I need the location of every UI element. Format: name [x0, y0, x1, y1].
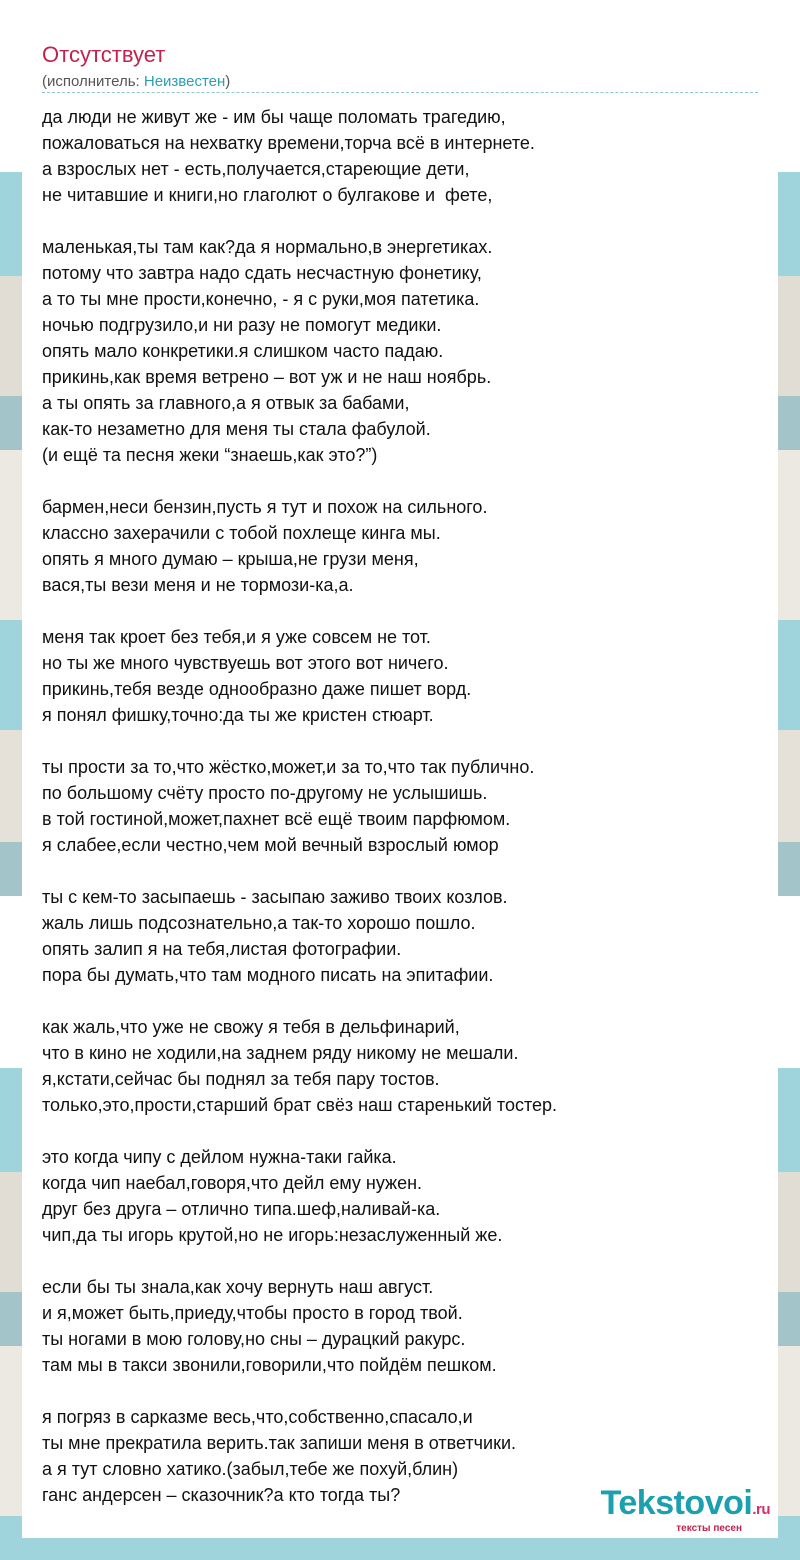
stanza-gap [42, 1248, 758, 1274]
lyric-line: а то ты мне прости,конечно, - я с руки,моя патетика. [42, 289, 480, 309]
artist-suffix: ) [225, 73, 231, 90]
artist-prefix: (исполнитель: [42, 73, 144, 90]
artist-link[interactable]: Неизвестен [143, 73, 226, 90]
lyric-line: если бы ты знала,как хочу вернуть наш август. [42, 1277, 434, 1297]
lyric-line: да люди не живут же - им бы чаще поломать трагедию, [42, 107, 506, 127]
lyric-line: классно захерачили с тобой похлеще кинга мы. [42, 523, 441, 543]
lyric-line: и я,может быть,приеду,чтобы просто в город твой. [42, 1303, 463, 1323]
lyric-line: меня так кроет без тебя,и я уже совсем не тот. [42, 627, 431, 647]
lyric-line: ты прости за то,что жёстко,может,и за то,что так публично. [42, 757, 535, 777]
lyric-line: потому что завтра надо сдать несчастную фонетику, [42, 263, 482, 283]
site-logo[interactable] [601, 1486, 770, 1534]
lyric-line: прикинь,тебя везде однообразно даже пишет ворд. [42, 679, 472, 699]
lyric-line: опять я много думаю – крыша,не грузи меня, [42, 549, 419, 569]
lyric-line: я погряз в сарказме весь,что,собственно,спасало,и [42, 1407, 473, 1427]
stanza-gap [42, 1118, 758, 1144]
lyric-line: ганс андерсен – сказочник?а кто тогда ты? [42, 1485, 401, 1505]
stanza-gap [42, 468, 758, 494]
lyrics-body [42, 104, 758, 1508]
lyric-line: там мы в такси звонили,говорили,что пойдём пешком. [42, 1355, 497, 1375]
lyric-line: что в кино не ходили,на заднем ряду никому не мешали. [42, 1043, 519, 1063]
stanza-gap [42, 728, 758, 754]
lyric-line: только,это,прости,старший брат свёз наш старенький тостер. [42, 1095, 558, 1115]
lyric-line: я понял фишку,точно:да ты же кристен стюарт. [42, 705, 434, 725]
lyrics-card [22, 22, 778, 1538]
lyric-line: ночью подгрузило,и ни разу не помогут медики. [42, 315, 442, 335]
lyric-line: это когда чипу с дейлом нужна-таки гайка. [42, 1147, 397, 1167]
song-title: Отсутствует [42, 42, 166, 67]
lyric-line: как жаль,что уже не свожу я тебя в дельфинарий, [42, 1017, 460, 1037]
logo-tagline: тексты песен [676, 1523, 742, 1534]
lyric-line: как-то незаметно для меня ты стала фабулой. [42, 419, 431, 439]
lyric-line: опять мало конкретики.я слишком часто падаю. [42, 341, 444, 361]
stanza-gap [42, 1378, 758, 1404]
header-divider [42, 92, 758, 93]
lyric-line: не читавшие и книги,но глаголют о булгакове и фете, [42, 185, 493, 205]
song-meta [42, 73, 230, 90]
lyric-line: по большому счёту просто по-другому не услышишь. [42, 783, 488, 803]
lyric-line: чип,да ты игорь крутой,но не игорь:незаслуженный же. [42, 1225, 503, 1245]
lyric-line: а ты опять за главного,а я отвык за бабами, [42, 393, 410, 413]
logo-name: Tekstovoi [600, 1484, 753, 1522]
stanza-gap [42, 598, 758, 624]
stanza-gap [42, 988, 758, 1014]
lyric-line: я слабее,если честно,чем мой вечный взрослый юмор [42, 835, 499, 855]
logo-tld: .ru [752, 1501, 770, 1518]
lyric-line: бармен,неси бензин,пусть я тут и похож на сильного. [42, 497, 488, 517]
lyric-line: но ты же много чувствуешь вот этого вот ничего. [42, 653, 449, 673]
stanza-gap [42, 208, 758, 234]
lyric-line: в той гостиной,может,пахнет всё ещё твоим парфюмом. [42, 809, 511, 829]
lyric-line: ты с кем-то засыпаешь - засыпаю заживо твоих козлов. [42, 887, 508, 907]
lyric-line: прикинь,как время ветрено – вот уж и не наш ноябрь. [42, 367, 492, 387]
lyric-line: друг без друга – отлично типа.шеф,наливай-ка. [42, 1199, 441, 1219]
lyric-line: я,кстати,сейчас бы поднял за тебя пару тостов. [42, 1069, 440, 1089]
lyric-line: маленькая,ты там как?да я нормально,в энергетиках. [42, 237, 493, 257]
lyric-line: ты ногами в мою голову,но сны – дурацкий ракурс. [42, 1329, 466, 1349]
lyric-line: вася,ты вези меня и не тормози-ка,а. [42, 575, 354, 595]
lyric-line: а я тут словно хатико.(забыл,тебе же похуй,блин) [42, 1459, 459, 1479]
lyric-line: пожаловаться на нехватку времени,торча всё в интернете. [42, 133, 535, 153]
lyric-line: опять залип я на тебя,листая фотографии. [42, 939, 402, 959]
lyric-line: (и ещё та песня жеки “знаешь,как это?”) [42, 445, 378, 465]
lyric-line: жаль лишь подсознательно,а так-то хорошо пошло. [42, 913, 476, 933]
lyric-line: когда чип наебал,говоря,что дейл ему нужен. [42, 1173, 423, 1193]
stanza-gap [42, 858, 758, 884]
lyric-line: ты мне прекратила верить.так запиши меня в ответчики. [42, 1433, 517, 1453]
lyric-line: пора бы думать,что там модного писать на эпитафии. [42, 965, 494, 985]
lyric-line: а взрослых нет - есть,получается,стареющие дети, [42, 159, 470, 179]
